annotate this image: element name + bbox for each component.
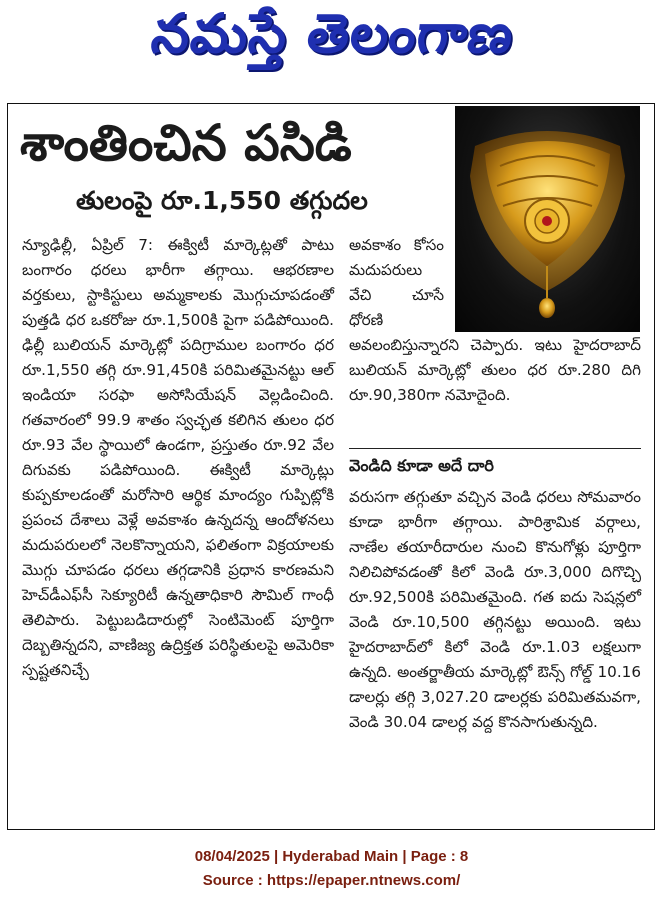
article-column-middle <box>349 233 444 333</box>
gold-necklace-image <box>455 106 640 332</box>
article-subheadline: తులంపై రూ.1,550 తగ్గుదల <box>76 186 368 215</box>
article-column-right <box>349 333 641 408</box>
article-body-paragraph: అవలంబిస్తున్నారని చెప్పారు. ఇటు హైదరాబాద్ బులియన్ మార్కెట్లో తులం ధర రూ.280 దిగి రూ.90,380గా నమోదైంది. <box>349 336 641 404</box>
article-column-silver <box>349 485 641 735</box>
article-body-paragraph: న్యూఢిల్లీ, ఏప్రిల్ 7: ఈక్విటీ మార్కెట్లతో పాటు బంగారం ధరలు భారీగా తగ్గాయి. ఆభరణాల వర్తకులు, స్టాకిస్టులు అమ్మకాలకు మొగ్గుచూపడంతో పుత్తడి ధర ఒకరోజు రూ.1,500కి పైగా పడిపోయింది. ఢిల్లీ బులియన్ మార్కెట్లో పదిగ్రాముల బంగారం ధర రూ.1,550 తగ్గి రూ.91,450కి పరిమితమైనట్టు ఆల్ ఇండియా సరఫా అసోసియేషన్ వెల్లడించింది. గతవారంలో 99.9 శాతం స్వచ్ఛత కలిగిన తులం ధర రూ.93 వేల స్థాయిలో ఉండగా, ప్రస్తుతం రూ.92 వేల దిగువకు పడిపోయింది. ఈక్విటీ మార్కెట్లు కుప్పకూలడంతో మరోసారి ఆర్థిక మాంద్యం గుప్పిట్లోకి ప్రపంచ దేశాలు వెళ్లే అవకాశం ఉన్నదన్న ఆందోళనలు మదుపరులలో నెలకొన్నాయని, ఫలితంగా విక్రయాలకు మొగ్గు చూపడం ధరలు తగ్గడానికి ప్రధాన కారణమని హెచ్‌డీఎఫ్‌సీ సెక్యూరిటీ ఉన్నతాధికారి సౌమిల్ గాంధీ తెలిపారు. పెట్టుబడిదారుల్లో సెంటిమెంట్ పూర్తిగా దెబ్బతిన్నదని, వాణిజ్య ఉద్రిక్తత పరిస్థితులపై అమెరికా స్పష్టతనిచ్చే <box>22 236 334 679</box>
footer-date-line: 08/04/2025 | Hyderabad Main | Page : 8 <box>194 848 469 865</box>
article-headline: శాంతించిన పసిడి <box>20 114 352 172</box>
section-heading: వెండిది కూడా అదే దారి <box>349 456 494 475</box>
masthead <box>0 0 663 88</box>
masthead-title: నమస్తే తెలంగాణ <box>148 2 517 65</box>
article-body-paragraph: వరుసగా తగ్గుతూ వచ్చిన వెండి ధరలు సోమవారం కూడా భారీగా తగ్గాయి. పారిశ్రామిక వర్గాలు, నాణేల తయారీదారుల నుంచి కొనుగోళ్లు పూర్తిగా నిలిచిపోవడంతో కిలో వెండి రూ.3,000 దిగొచ్చి రూ.92,500కి పరిమితమైంది. గత ఐదు సెషన్లలో వెండి రూ.10,500 తగ్గినట్టు అయింది. ఇటు హైదరాబాద్‌లో కిలో వెండి రూ.1.03 లక్షలుగా ఉన్నది. అంతర్జాతీయ మార్కెట్లో ఔన్స్ గోల్డ్ 10.16 డాలర్లు తగ్గి 3,027.20 డాలర్లకు పరిమితమవగా, వెండి 30.04 డాలర్ల వద్ద కొనసాగుతున్నది. <box>349 488 641 731</box>
article-body-paragraph: అవకాశం కోసం మదుపరులు వేచి చూసే ధోరణి <box>349 236 444 329</box>
section-divider <box>349 448 641 449</box>
footer-source-line: Source : https://epaper.ntnews.com/ <box>202 872 461 889</box>
article-column-left <box>22 233 334 683</box>
necklace-illustration <box>455 106 640 332</box>
